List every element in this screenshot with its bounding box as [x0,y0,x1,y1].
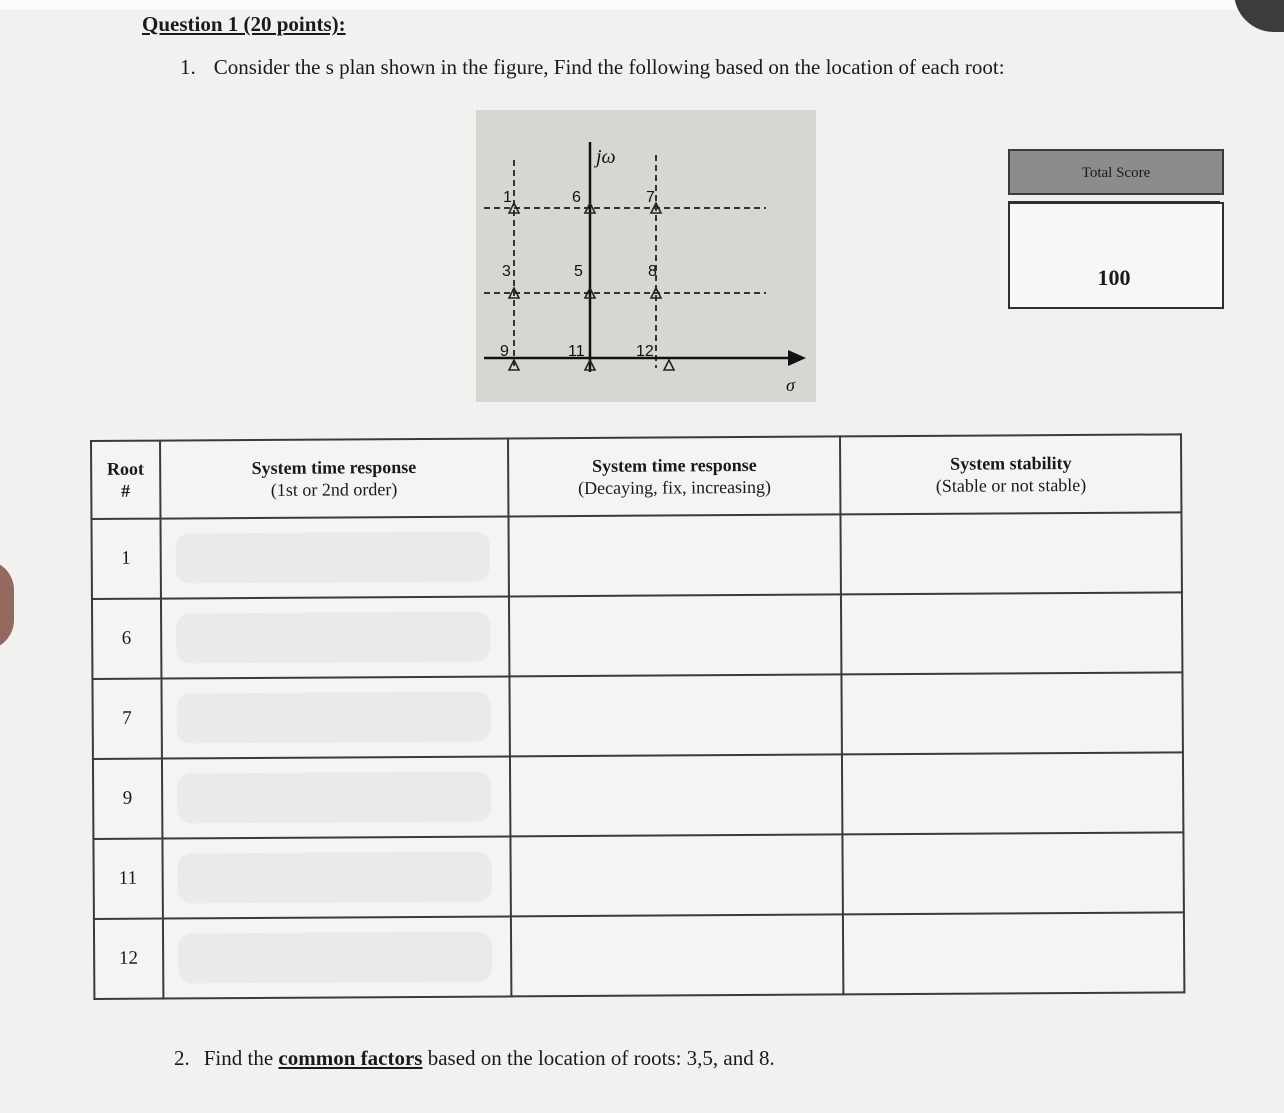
redacted-answer [176,612,491,664]
root-number-cell [93,759,162,839]
item-number: 2. [174,1046,190,1070]
stability-answer-cell[interactable] [843,912,1184,994]
header-order-line1: System time response [251,457,417,479]
imag-axis-label: jω [596,146,616,168]
root-number: 7 [122,707,132,729]
header-root-line2: # [120,480,131,501]
root-number: 1 [121,547,131,569]
finger-shadow [0,560,14,650]
root-label-3: 3 [502,263,511,280]
table-row [92,672,1182,759]
root-number-cell [93,839,162,919]
header-stability-line2: (Stable or not stable) [935,474,1087,496]
root-label-1: 1 [503,189,512,206]
stability-answer-cell[interactable] [842,752,1183,834]
redacted-answer [175,532,490,584]
total-score-header: Total Score [1008,149,1224,195]
header-decay-line1: System time response [592,454,757,476]
question-title: Question 1 (20 points): [142,12,346,36]
real-axis-arrow [788,350,806,366]
header-stability [840,434,1181,514]
root-number-cell [92,679,161,759]
header-stability-line1: System stability [950,453,1072,474]
item-text-emphasis: common factors [278,1046,423,1070]
root-number: 12 [118,947,138,969]
top-strip [0,0,1284,10]
decay-answer-cell[interactable] [510,834,843,916]
item-text: Consider the s plan shown in the figure, Find the following based on the location of each root: [213,55,1005,79]
table-row [91,512,1181,599]
header-order-line2: (1st or 2nd order) [270,479,398,500]
table-header-row [91,434,1181,519]
root-label-9: 9 [500,343,509,360]
table-row [94,912,1184,999]
root-number-cell [92,599,161,679]
root-label-7: 7 [646,189,655,206]
stability-answer-cell[interactable] [843,832,1184,914]
total-score-value: 100 [1097,265,1131,290]
root-label-6: 6 [572,189,581,206]
s-plane-figure [476,110,816,402]
decay-answer-cell[interactable] [509,594,842,676]
redacted-answer [177,772,492,824]
decay-answer-cell[interactable] [509,514,842,596]
corner-shadow [1234,0,1284,32]
header-decay [508,436,841,516]
table-row [93,832,1183,919]
redacted-answer [176,692,491,744]
root-label-11: 11 [568,343,585,360]
redacted-answer [177,852,492,904]
root-marker-12 [664,360,674,370]
s-plane-diagram [476,110,816,402]
question-item-2 [174,1046,775,1071]
item-number: 1. [180,55,196,79]
root-number-cell [91,519,160,599]
root-number: 6 [121,627,132,649]
table-row [92,592,1182,679]
order-answer-cell[interactable] [162,836,511,918]
roots-table [90,433,1185,1000]
root-label-8: 8 [648,263,657,280]
stability-answer-cell[interactable] [841,512,1182,594]
root-label-12: 12 [636,343,654,360]
redacted-answer [178,932,493,984]
header-order [160,438,509,518]
total-score-body [1008,202,1224,309]
header-root [91,441,160,519]
order-answer-cell[interactable] [160,596,509,678]
total-score-box [1008,149,1224,309]
decay-answer-cell[interactable] [509,674,842,756]
item-text-prefix: Find the [203,1046,279,1070]
root-number: 11 [118,867,138,889]
question-item-1 [180,55,1005,80]
header-decay-line2: (Decaying, fix, increasing) [578,476,772,499]
order-answer-cell[interactable] [162,916,511,998]
real-axis-label: σ [786,375,795,395]
order-answer-cell[interactable] [161,676,510,758]
root-number-cell [94,919,163,999]
item-text-suffix: based on the location of roots: 3,5, and 8. [422,1046,775,1070]
table-row [93,752,1183,839]
decay-answer-cell[interactable] [511,914,844,996]
stability-answer-cell[interactable] [841,592,1182,674]
order-answer-cell[interactable] [161,756,510,838]
stability-answer-cell[interactable] [842,672,1183,754]
root-label-5: 5 [574,263,583,280]
header-root-line1: Root [106,458,144,479]
total-score-divider [1008,201,1220,203]
root-number: 9 [122,787,133,809]
order-answer-cell[interactable] [160,516,509,598]
decay-answer-cell[interactable] [510,754,843,836]
